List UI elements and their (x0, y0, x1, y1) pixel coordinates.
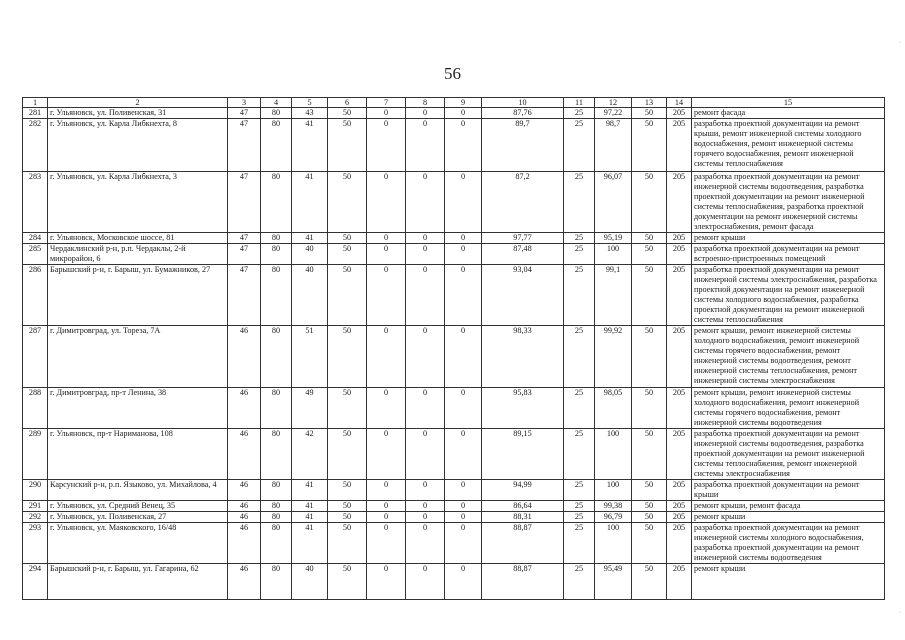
column-header: 14 (667, 98, 692, 108)
value-cell: 50 (632, 480, 667, 501)
value-cell: 80 (261, 244, 292, 265)
row-number-cell: 284 (23, 233, 48, 244)
value-cell: 100 (595, 244, 632, 265)
address-cell: г. Димитровград, пр-т Ленина, 38 (48, 388, 228, 429)
value-cell: 25 (564, 388, 595, 429)
column-header: 4 (261, 98, 292, 108)
address-cell: г. Ульяновск, ул. Карла Либкнехта, 8 (48, 119, 228, 172)
value-cell: 80 (261, 108, 292, 119)
value-cell: 50 (328, 501, 367, 512)
value-cell: 41 (292, 523, 328, 564)
column-header: 7 (367, 98, 406, 108)
value-cell: 41 (292, 480, 328, 501)
address-cell: г. Ульяновск, ул. Средний Венец, 35 (48, 501, 228, 512)
value-cell: 99,38 (595, 501, 632, 512)
value-cell: 95,49 (595, 564, 632, 600)
works-cell: ремонт крыши (692, 233, 885, 244)
value-cell: 25 (564, 119, 595, 172)
value-cell: 205 (667, 523, 692, 564)
table-row (23, 480, 885, 501)
scan-margin-mark: · (899, 610, 901, 616)
value-cell: 47 (228, 233, 261, 244)
value-cell: 43 (292, 108, 328, 119)
value-cell: 47 (228, 119, 261, 172)
table-row (23, 108, 885, 119)
value-cell: 0 (445, 564, 482, 600)
value-cell: 25 (564, 265, 595, 326)
register-table (22, 97, 885, 600)
value-cell: 97,77 (482, 233, 564, 244)
table-row (23, 512, 885, 523)
column-header: 3 (228, 98, 261, 108)
value-cell: 100 (595, 480, 632, 501)
row-number-cell: 285 (23, 244, 48, 265)
value-cell: 80 (261, 480, 292, 501)
value-cell: 80 (261, 429, 292, 480)
value-cell: 205 (667, 119, 692, 172)
value-cell: 0 (367, 265, 406, 326)
value-cell: 95,83 (482, 388, 564, 429)
value-cell: 50 (632, 523, 667, 564)
value-cell: 80 (261, 265, 292, 326)
scan-margin-mark: · (899, 40, 901, 46)
value-cell: 0 (445, 326, 482, 388)
address-cell: г. Ульяновск, Московское шоссе, 81 (48, 233, 228, 244)
value-cell: 0 (445, 233, 482, 244)
value-cell: 46 (228, 512, 261, 523)
value-cell: 50 (632, 388, 667, 429)
table-body (23, 108, 885, 600)
value-cell: 80 (261, 388, 292, 429)
value-cell: 50 (632, 108, 667, 119)
value-cell: 205 (667, 233, 692, 244)
works-cell: ремонт крыши (692, 564, 885, 600)
value-cell: 0 (445, 512, 482, 523)
value-cell: 0 (406, 429, 445, 480)
value-cell: 25 (564, 172, 595, 233)
value-cell: 50 (632, 564, 667, 600)
table-row (23, 523, 885, 564)
value-cell: 99,1 (595, 265, 632, 326)
value-cell: 0 (445, 244, 482, 265)
works-cell: ремонт крыши, ремонт фасада (692, 501, 885, 512)
value-cell: 40 (292, 265, 328, 326)
value-cell: 205 (667, 172, 692, 233)
value-cell: 50 (328, 244, 367, 265)
value-cell: 0 (406, 119, 445, 172)
value-cell: 47 (228, 265, 261, 326)
value-cell: 0 (367, 523, 406, 564)
value-cell: 87,76 (482, 108, 564, 119)
value-cell: 205 (667, 326, 692, 388)
works-cell: разработка проектной документации на ремонт инженерной системы холодного водоснабжения, разработка проектной документации на ремонт инженерной системы водоотведения (692, 523, 885, 564)
value-cell: 25 (564, 429, 595, 480)
value-cell: 0 (367, 388, 406, 429)
value-cell: 50 (632, 512, 667, 523)
table-row (23, 326, 885, 388)
value-cell: 0 (406, 564, 445, 600)
row-number-cell: 294 (23, 564, 48, 600)
value-cell: 205 (667, 480, 692, 501)
column-header: 13 (632, 98, 667, 108)
value-cell: 50 (328, 429, 367, 480)
value-cell: 0 (406, 172, 445, 233)
value-cell: 49 (292, 388, 328, 429)
value-cell: 205 (667, 388, 692, 429)
table-row (23, 172, 885, 233)
column-header: 9 (445, 98, 482, 108)
value-cell: 50 (632, 326, 667, 388)
value-cell: 0 (406, 388, 445, 429)
value-cell: 80 (261, 172, 292, 233)
value-cell: 50 (328, 523, 367, 564)
value-cell: 0 (445, 501, 482, 512)
works-cell: ремонт крыши, ремонт инженерной системы холодного водоснабжения, ремонт инженерной системы горячего водоснабжения, ремонт инженерной системы водоотведения (692, 388, 885, 429)
value-cell: 100 (595, 429, 632, 480)
row-number-cell: 287 (23, 326, 48, 388)
value-cell: 50 (328, 512, 367, 523)
value-cell: 41 (292, 172, 328, 233)
value-cell: 95,19 (595, 233, 632, 244)
value-cell: 25 (564, 523, 595, 564)
works-cell: разработка проектной документации на ремонт крыши, ремонт инженерной системы холодного водоснабжения, ремонт инженерной системы горячего водоснабжения, ремонт инженерной системы теплоснабжения (692, 119, 885, 172)
value-cell: 0 (367, 480, 406, 501)
value-cell: 40 (292, 244, 328, 265)
value-cell: 50 (632, 501, 667, 512)
column-header: 5 (292, 98, 328, 108)
value-cell: 50 (328, 119, 367, 172)
value-cell: 25 (564, 480, 595, 501)
value-cell: 0 (406, 108, 445, 119)
works-cell: разработка проектной документации на ремонт крыши (692, 480, 885, 501)
address-cell: Чердаклинский р-н, р.п. Чердаклы, 2-й микрорайон, 6 (48, 244, 228, 265)
address-cell: г. Ульяновск, ул. Поливенская, 31 (48, 108, 228, 119)
value-cell: 0 (445, 108, 482, 119)
row-number-cell: 282 (23, 119, 48, 172)
value-cell: 0 (406, 480, 445, 501)
table-row (23, 244, 885, 265)
value-cell: 80 (261, 119, 292, 172)
table-row (23, 501, 885, 512)
works-cell: ремонт крыши, ремонт инженерной системы холодного водоснабжения, ремонт инженерной системы горячего водоснабжения, ремонт инженерной системы водоотведения, ремонт инженерной системы теплоснабжения, ремонт инженерной системы электроснабжения (692, 326, 885, 388)
value-cell: 0 (367, 564, 406, 600)
value-cell: 0 (445, 429, 482, 480)
address-cell: г. Ульяновск, ул. Карла Либкнехта, 3 (48, 172, 228, 233)
row-number-cell: 286 (23, 265, 48, 326)
value-cell: 0 (367, 512, 406, 523)
value-cell: 88,87 (482, 523, 564, 564)
value-cell: 80 (261, 523, 292, 564)
value-cell: 41 (292, 119, 328, 172)
value-cell: 87,48 (482, 244, 564, 265)
value-cell: 41 (292, 501, 328, 512)
address-cell: Барышский р-н, г. Барыш, ул. Бумажников, 27 (48, 265, 228, 326)
value-cell: 47 (228, 172, 261, 233)
column-header: 2 (48, 98, 228, 108)
value-cell: 25 (564, 233, 595, 244)
value-cell: 0 (367, 119, 406, 172)
row-number-cell: 283 (23, 172, 48, 233)
value-cell: 205 (667, 244, 692, 265)
value-cell: 50 (328, 265, 367, 326)
value-cell: 51 (292, 326, 328, 388)
value-cell: 50 (632, 119, 667, 172)
value-cell: 205 (667, 512, 692, 523)
value-cell: 205 (667, 501, 692, 512)
address-cell: Барышский р-н, г. Барыш, ул. Гагарина, 62 (48, 564, 228, 600)
value-cell: 47 (228, 108, 261, 119)
works-cell: ремонт крыши (692, 512, 885, 523)
value-cell: 41 (292, 233, 328, 244)
value-cell: 46 (228, 429, 261, 480)
value-cell: 89,15 (482, 429, 564, 480)
value-cell: 50 (632, 429, 667, 480)
value-cell: 0 (367, 429, 406, 480)
works-cell: ремонт фасада (692, 108, 885, 119)
value-cell: 88,31 (482, 512, 564, 523)
value-cell: 25 (564, 244, 595, 265)
column-header: 10 (482, 98, 564, 108)
value-cell: 87,2 (482, 172, 564, 233)
value-cell: 94,99 (482, 480, 564, 501)
row-number-cell: 293 (23, 523, 48, 564)
value-cell: 25 (564, 501, 595, 512)
value-cell: 50 (328, 172, 367, 233)
value-cell: 0 (367, 244, 406, 265)
value-cell: 0 (406, 233, 445, 244)
value-cell: 25 (564, 108, 595, 119)
row-number-cell: 292 (23, 512, 48, 523)
column-header: 11 (564, 98, 595, 108)
works-cell: разработка проектной документации на ремонт инженерной системы электроснабжения, разработка проектной документации на ремонт инженерной системы холодного водоснабжения, разработка проектной документации на ремонт инженерной системы теплоснабжения (692, 265, 885, 326)
value-cell: 0 (445, 480, 482, 501)
value-cell: 88,87 (482, 564, 564, 600)
value-cell: 80 (261, 501, 292, 512)
value-cell: 98,33 (482, 326, 564, 388)
value-cell: 50 (632, 244, 667, 265)
value-cell: 0 (367, 501, 406, 512)
address-cell: г. Ульяновск, ул. Маяковского, 16/48 (48, 523, 228, 564)
value-cell: 98,05 (595, 388, 632, 429)
value-cell: 99,92 (595, 326, 632, 388)
works-cell: разработка проектной документации на ремонт инженерной системы водоотведения, разработка проектной документации на ремонт инженерной системы теплоснабжения, разработка проектной документации на ремонт инженерной системы электроснабжения, ремонт фасада (692, 172, 885, 233)
value-cell: 46 (228, 501, 261, 512)
value-cell: 80 (261, 326, 292, 388)
table-row (23, 119, 885, 172)
table-row (23, 233, 885, 244)
value-cell: 0 (445, 265, 482, 326)
works-cell: разработка проектной документации на ремонт встроенно-пристроенных помещений (692, 244, 885, 265)
row-number-cell: 291 (23, 501, 48, 512)
value-cell: 50 (328, 564, 367, 600)
page-number: 56 (444, 64, 461, 83)
value-cell: 205 (667, 265, 692, 326)
value-cell: 46 (228, 480, 261, 501)
value-cell: 0 (445, 172, 482, 233)
value-cell: 46 (228, 523, 261, 564)
value-cell: 205 (667, 108, 692, 119)
column-header: 6 (328, 98, 367, 108)
value-cell: 93,04 (482, 265, 564, 326)
column-header: 15 (692, 98, 885, 108)
row-number-cell: 289 (23, 429, 48, 480)
address-cell: г. Ульяновск, пр-т Нариманова, 108 (48, 429, 228, 480)
address-cell: г. Ульяновск, ул. Поливенская, 27 (48, 512, 228, 523)
header-row (23, 98, 885, 108)
value-cell: 89,7 (482, 119, 564, 172)
table-row (23, 564, 885, 600)
value-cell: 0 (406, 512, 445, 523)
value-cell: 0 (406, 326, 445, 388)
row-number-cell: 281 (23, 108, 48, 119)
address-cell: Карсунский р-н, р.п. Языково, ул. Михайлова, 4 (48, 480, 228, 501)
value-cell: 47 (228, 244, 261, 265)
value-cell: 205 (667, 429, 692, 480)
value-cell: 50 (328, 388, 367, 429)
column-header: 1 (23, 98, 48, 108)
value-cell: 96,79 (595, 512, 632, 523)
column-header: 8 (406, 98, 445, 108)
value-cell: 46 (228, 326, 261, 388)
value-cell: 100 (595, 523, 632, 564)
value-cell: 0 (445, 119, 482, 172)
value-cell: 50 (632, 172, 667, 233)
value-cell: 50 (328, 233, 367, 244)
table-row (23, 429, 885, 480)
value-cell: 40 (292, 564, 328, 600)
value-cell: 86,64 (482, 501, 564, 512)
value-cell: 0 (367, 233, 406, 244)
value-cell: 25 (564, 326, 595, 388)
value-cell: 50 (328, 480, 367, 501)
value-cell: 98,7 (595, 119, 632, 172)
value-cell: 205 (667, 564, 692, 600)
value-cell: 80 (261, 564, 292, 600)
value-cell: 46 (228, 564, 261, 600)
value-cell: 0 (406, 244, 445, 265)
value-cell: 50 (632, 233, 667, 244)
value-cell: 50 (632, 265, 667, 326)
value-cell: 0 (367, 172, 406, 233)
value-cell: 80 (261, 233, 292, 244)
value-cell: 0 (406, 265, 445, 326)
value-cell: 0 (445, 388, 482, 429)
value-cell: 80 (261, 512, 292, 523)
row-number-cell: 290 (23, 480, 48, 501)
table-row (23, 265, 885, 326)
value-cell: 96,07 (595, 172, 632, 233)
table-row (23, 388, 885, 429)
value-cell: 97,22 (595, 108, 632, 119)
value-cell: 42 (292, 429, 328, 480)
address-cell: г. Димитровград, ул. Тореза, 7А (48, 326, 228, 388)
value-cell: 25 (564, 564, 595, 600)
value-cell: 0 (367, 326, 406, 388)
value-cell: 46 (228, 388, 261, 429)
works-cell: разработка проектной документации на ремонт инженерной системы водоотведения, разработка проектной документации на ремонт инженерной системы теплоснабжения, ремонт инженерной системы электроснабжения (692, 429, 885, 480)
value-cell: 50 (328, 108, 367, 119)
column-header: 12 (595, 98, 632, 108)
value-cell: 0 (406, 501, 445, 512)
value-cell: 50 (328, 326, 367, 388)
value-cell: 25 (564, 512, 595, 523)
value-cell: 0 (367, 108, 406, 119)
value-cell: 0 (445, 523, 482, 564)
value-cell: 41 (292, 512, 328, 523)
row-number-cell: 288 (23, 388, 48, 429)
value-cell: 0 (406, 523, 445, 564)
